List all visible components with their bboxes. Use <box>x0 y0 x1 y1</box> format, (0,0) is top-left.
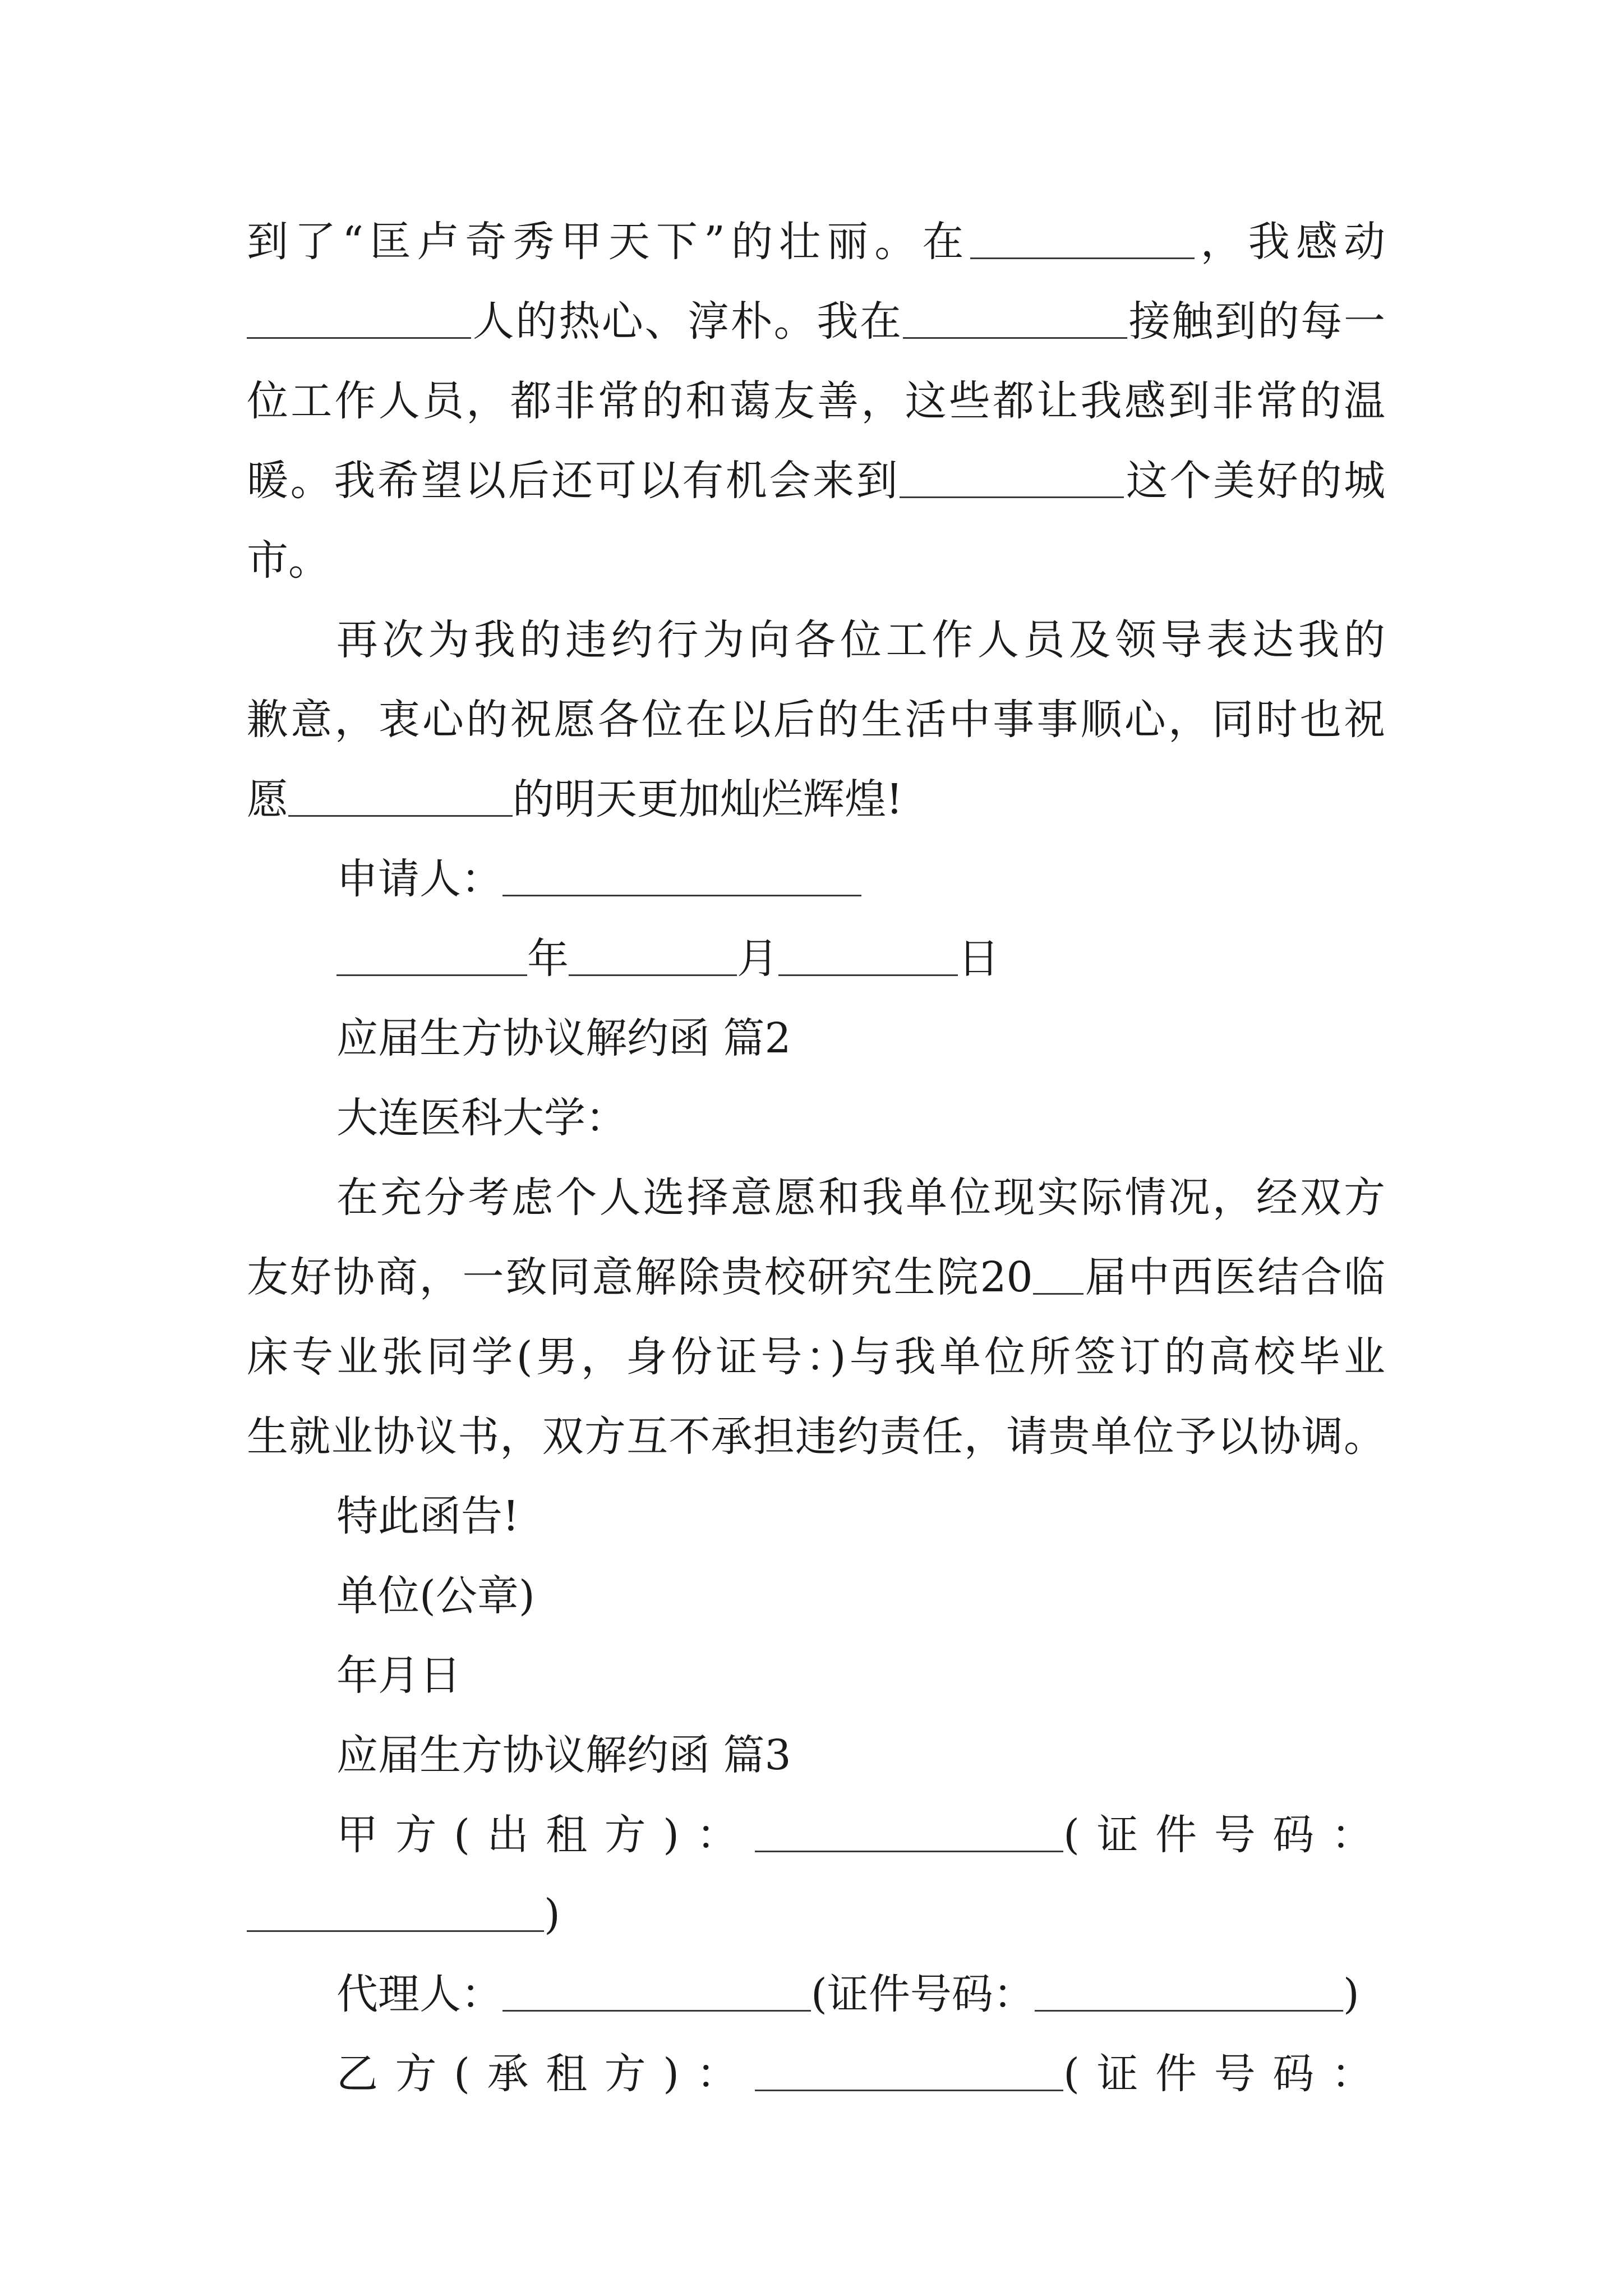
party-b-id-label: (证件号码： <box>1063 2050 1385 2098</box>
addressee-line <box>247 1078 1385 1158</box>
month-label: 月 <box>737 935 778 983</box>
fill-in-blank <box>288 774 513 817</box>
date-line <box>247 919 1385 999</box>
body-line <box>247 680 1385 760</box>
party-a-blank <box>755 1809 1063 1852</box>
closing-text: 特此函告! <box>336 1492 519 1540</box>
date-text: 年月日 <box>336 1651 461 1700</box>
party-b-line <box>247 2034 1385 2114</box>
body-text: 接触到的每一 <box>1127 297 1385 346</box>
day-label: 日 <box>958 935 999 983</box>
body-line <box>247 1317 1385 1397</box>
body-text: 歉意，衷心的祝愿各位在以后的生活中事事顺心，同时也祝 <box>247 696 1385 744</box>
fill-in-blank <box>1033 1251 1083 1295</box>
body-text: 暖。我希望以后还可以有机会来到 <box>247 457 900 505</box>
unit-text: 单位(公章) <box>336 1572 535 1620</box>
applicant-blank <box>502 853 861 896</box>
body-line <box>247 1397 1385 1476</box>
body-line <box>247 441 1385 521</box>
closing-line <box>247 1476 1385 1556</box>
body-line <box>247 1237 1385 1317</box>
fill-in-blank <box>970 216 1195 259</box>
applicant-line <box>247 839 1385 919</box>
section-heading-text: 应届生方协议解约函 篇3 <box>336 1731 791 1779</box>
party-a-line <box>247 1795 1385 1875</box>
document-page <box>247 202 1385 2114</box>
month-blank <box>569 933 737 976</box>
body-text: 生就业协议书，双方互不承担违约责任，请贵单位予以协调。 <box>247 1412 1385 1461</box>
year-blank <box>336 933 527 976</box>
body-text: 在充分考虑个人选择意愿和我单位现实际情况，经双方 <box>336 1174 1385 1222</box>
party-a-id-label: (证件号码： <box>1063 1811 1385 1859</box>
unit-line <box>247 1556 1385 1636</box>
body-text: 床专业张同学(男，身份证号：)与我单位所签订的高校毕业 <box>247 1333 1385 1381</box>
body-line <box>247 760 1385 839</box>
fill-in-blank <box>903 296 1127 339</box>
day-blank <box>778 933 958 976</box>
agent-blank <box>502 1968 811 2012</box>
section-heading-text: 应届生方协议解约函 篇2 <box>336 1014 791 1062</box>
close-paren: ) <box>544 1890 560 1939</box>
body-text: 人的热心、淳朴。我在 <box>471 297 903 346</box>
applicant-label: 申请人： <box>336 855 502 903</box>
party-a-id-line <box>247 1875 1385 1954</box>
date-text-line <box>247 1636 1385 1715</box>
body-text: 再次为我的违约行为向各位工作人员及领导表达我的 <box>336 616 1385 664</box>
year-label: 年 <box>527 935 569 983</box>
body-line <box>247 282 1385 361</box>
body-line <box>247 600 1385 680</box>
body-line <box>247 361 1385 441</box>
close-paren: ) <box>1343 1970 1359 2018</box>
body-text: 市。 <box>247 536 330 585</box>
body-text: 届中西医结合临 <box>1083 1253 1385 1301</box>
agent-id-blank <box>1035 1968 1343 2012</box>
body-text: 到了“匡卢奇秀甲天下”的壮丽。在 <box>247 218 970 266</box>
body-line <box>247 521 1385 600</box>
party-a-label: 甲方(出租方)： <box>336 1811 755 1859</box>
fill-in-blank <box>247 296 471 339</box>
section-heading <box>247 999 1385 1078</box>
agent-id-label: (证件号码： <box>811 1970 1035 2018</box>
body-text: 位工作人员，都非常的和蔼友善，这些都让我感到非常的温 <box>247 377 1385 425</box>
fill-in-blank <box>900 455 1124 498</box>
section-heading <box>247 1715 1385 1795</box>
party-b-blank <box>755 2048 1063 2091</box>
body-text: 友好协商，一致同意解除贵校研究生院20 <box>247 1253 1033 1301</box>
body-text: 愿 <box>247 775 288 823</box>
party-b-label: 乙方(承租方)： <box>336 2050 755 2098</box>
body-text: 的明天更加灿烂辉煌! <box>513 775 903 823</box>
agent-label: 代理人： <box>336 1970 502 2018</box>
agent-line <box>247 1954 1385 2034</box>
body-text: 这个美好的城 <box>1124 457 1385 505</box>
party-a-id-blank <box>247 1889 544 1932</box>
body-line <box>247 202 1385 282</box>
body-text: ，我感动 <box>1194 218 1385 266</box>
addressee-text: 大连医科大学： <box>336 1094 627 1142</box>
body-line <box>247 1158 1385 1237</box>
